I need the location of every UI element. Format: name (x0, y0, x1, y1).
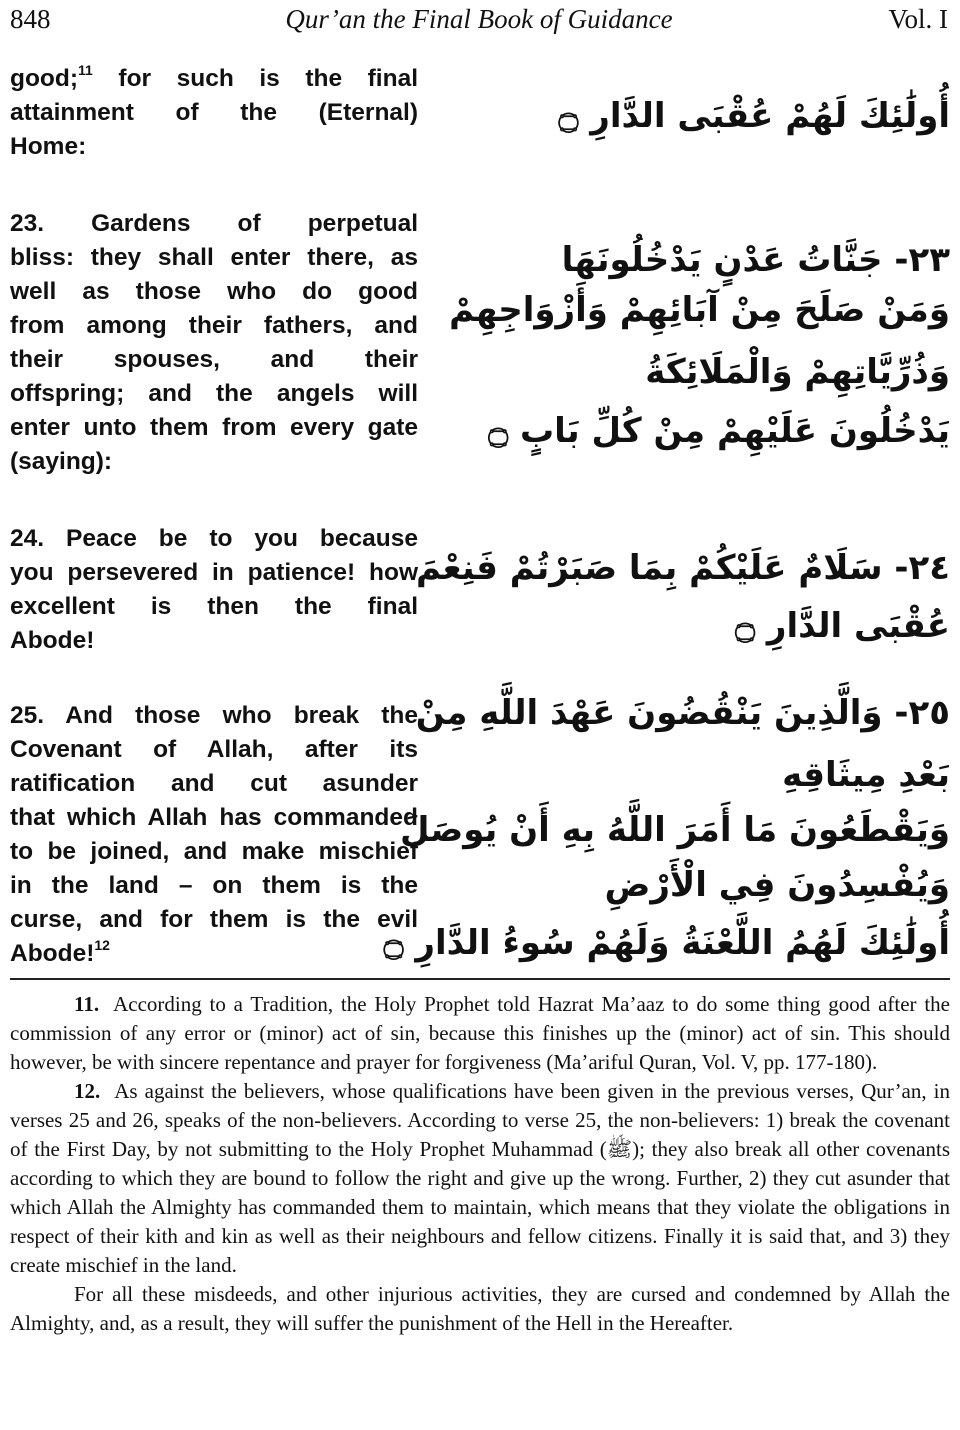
footnote-ref-12: 12 (94, 936, 110, 953)
arabic-verse-23-line-4: يَدْخُلُونَ عَلَيْهِمْ مِنْ كُلِّ بَابٍ ۝ (488, 411, 950, 451)
footnote-text: According to a Tradition, the Holy Prophet told Hazrat Ma’aaz to do some thing good after the commission of any error or (minor) act of sin, because this finishes up the (minor) act of sin. This should however, be with sincere repentance and prayer for forgiveness (Ma’ariful Quran, Vol. V, pp. 177-180). (10, 992, 950, 1074)
arabic-verse-25-line-1: ٢٥- وَالَّذِينَ يَنْقُضُونَ عَهْدَ اللَّهِ مِنْ (415, 693, 950, 733)
footnote-divider (10, 978, 950, 980)
footnote-text: For all these misdeeds, and other injurious activities, they are cursed and condemned by Allah the Almighty, and, as a result, they will suffer the punishment of the Hell in the Hereafter. (10, 1282, 950, 1335)
volume-label: Vol. I (888, 4, 948, 34)
translation-line: attainment of the (Eternal) (10, 99, 418, 126)
verse-25-translation (10, 699, 418, 971)
translation-line: good;$^{11}$ for such is the final (10, 61, 418, 92)
book-title: Qur’an the Final Book of Guidance (285, 4, 673, 34)
translation-line: from among their fathers, and (10, 312, 418, 339)
translation-line: excellent is then the final (10, 593, 418, 620)
translation-line: their spouses, and their (10, 346, 418, 373)
translation-line: 25. And those who break the (10, 702, 418, 729)
arabic-verse-24-line-1: ٢٤- سَلَامٌ عَلَيْكُمْ بِمَا صَبَرْتُمْ فَنِعْمَ (415, 548, 950, 588)
arabic-verse-25-line-2: بَعْدِ مِيثَاقِهِ (782, 755, 950, 795)
translation-line: offspring; and the angels will (10, 380, 418, 407)
arabic-verse-25-line-4: وَيُفْسِدُونَ فِي الْأَرْضِ (604, 865, 950, 905)
arabic-verse-23-line-1: ٢٣- جَنَّاتُ عَدْنٍ يَدْخُلُونَهَا (561, 240, 950, 280)
footnote-text: As against the believers, whose qualifications have been given in the previous verses, Qur’an, in verses 25 and 26, speaks of the non-believers. According to verse 25, the non-believers: 1) break the covenant of the First Day, by not submitting to the Holy Prophet Muhammad (ﷺ); they also break all other covenants according to which they are bound to follow the right and give up the wrong. Further, 2) they cut asunder that which Allah the Almighty has commanded them to maintain, which means that they violate the obligations in respect of their kith and kin as well as their neighbours and fellow citizens. Finally it is said that, and 3) they create mischief in the land. (10, 1079, 950, 1277)
arabic-verse-23-line-2: وَمَنْ صَلَحَ مِنْ آبَائِهِمْ وَأَزْوَاجِهِمْ (449, 290, 950, 330)
translation-line: Abode!$^{12}$ (10, 936, 110, 967)
page-number: 848 (10, 4, 51, 34)
verse-24-translation (10, 522, 418, 658)
translation-line: to be joined, and make mischief (10, 838, 418, 865)
translation-line: bliss: they shall enter there, as (10, 244, 418, 271)
footnote-number: 11. (74, 992, 100, 1016)
translation-line: 23. Gardens of perpetual (10, 210, 418, 237)
translation-line: that which Allah has commanded (10, 804, 418, 831)
arabic-verse-25-line-5: أُولَٰئِكَ لَهُمُ اللَّعْنَةُ وَلَهُمْ سُوءُ الدَّارِ ۝ (383, 923, 950, 963)
translation-line: enter unto them from every gate (10, 414, 418, 441)
footnote-12 (10, 1077, 950, 1280)
verse-22-translation (10, 62, 418, 164)
translation-line: you persevered in patience! how (10, 559, 418, 586)
footnote-ref-11: 11 (78, 61, 93, 78)
arabic-verse-25-line-3: وَيَقْطَعُونَ مَا أَمَرَ اللَّهُ بِهِ أَنْ يُوصَلَ (400, 810, 950, 850)
translation-line: curse, and for them is the evil (10, 906, 418, 933)
translation-line: well as those who do good (10, 278, 418, 305)
translation-line: Abode! (10, 627, 95, 654)
footnotes (10, 990, 950, 1338)
translation-line: 24. Peace be to you because (10, 525, 418, 552)
translation-line: (saying): (10, 448, 113, 475)
page-header (10, 2, 948, 36)
translation-line: in the land – on them is the (10, 872, 418, 899)
verse-23-translation (10, 207, 418, 479)
arabic-verse-23-line-3: وَذُرِّيَّاتِهِمْ وَالْمَلَائِكَةُ (645, 352, 950, 392)
arabic-verse-22-line-1: أُولَٰئِكَ لَهُمْ عُقْبَى الدَّارِ ۝ (558, 96, 950, 136)
footnote-number: 12. (74, 1079, 101, 1103)
translation-line: Home: (10, 133, 87, 160)
footnote-11 (10, 990, 950, 1077)
translation-line: ratification and cut asunder (10, 770, 418, 797)
footnote-12-continued (10, 1280, 950, 1338)
arabic-verse-24-line-2: عُقْبَى الدَّارِ ۝ (735, 606, 950, 646)
translation-line: Covenant of Allah, after its (10, 736, 418, 763)
